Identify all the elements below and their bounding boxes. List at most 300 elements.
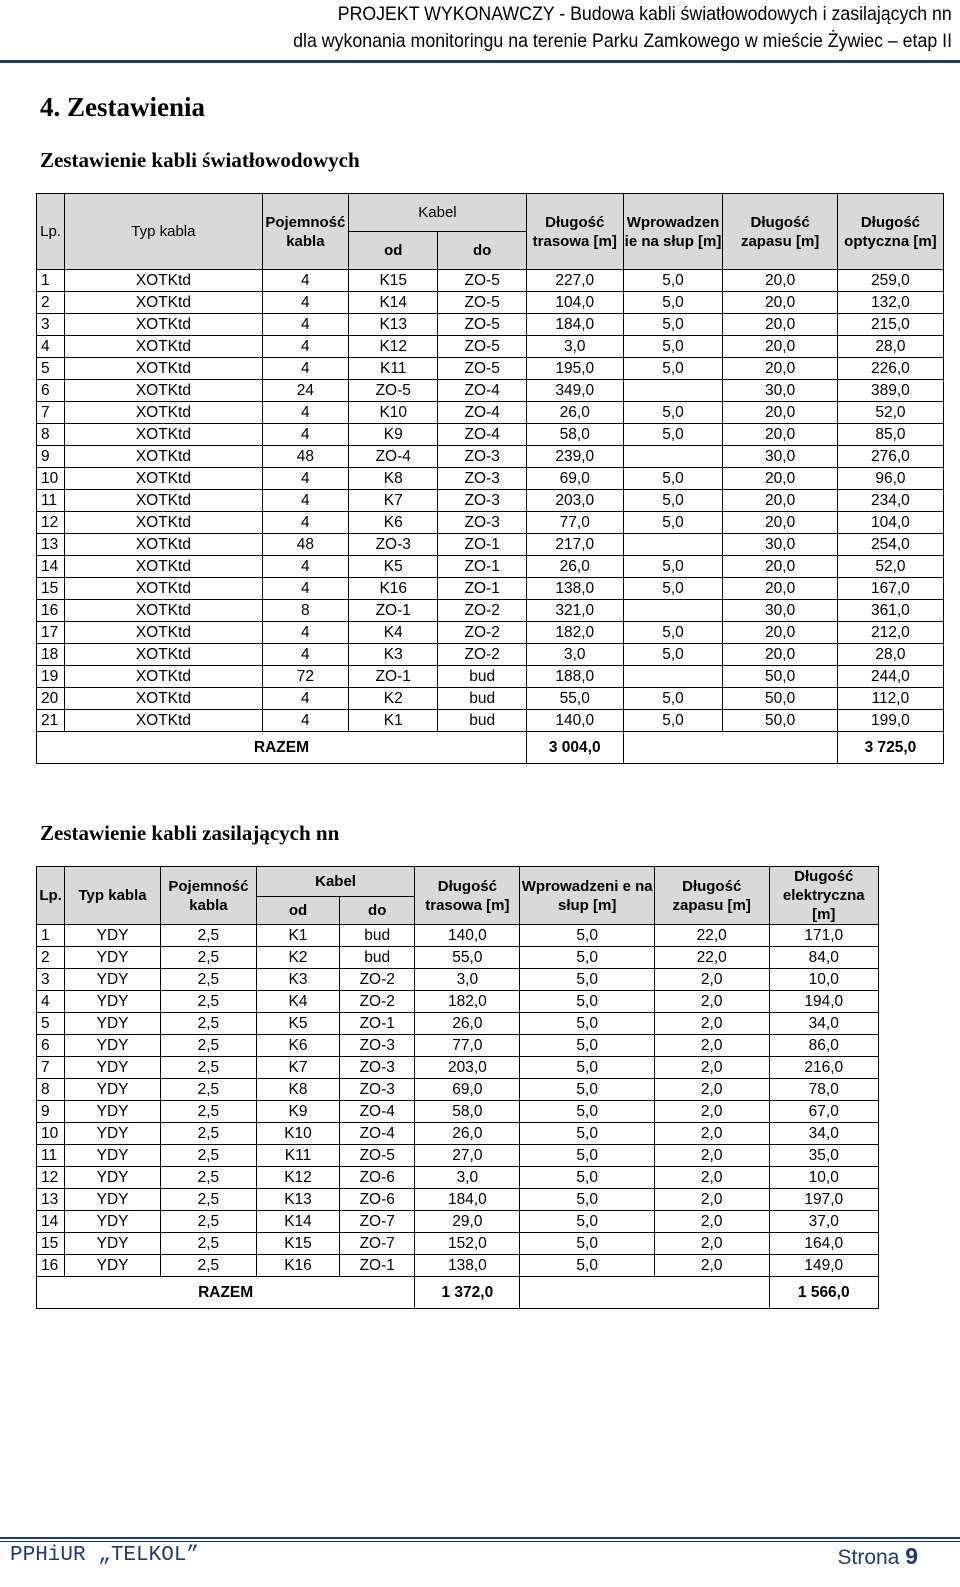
- table-cell: 20,0: [723, 644, 837, 666]
- table-row: [37, 490, 944, 512]
- table-cell: 13: [37, 1189, 65, 1211]
- table-row: [37, 1233, 879, 1255]
- table-cell: 77,0: [415, 1035, 520, 1057]
- table-cell: 5,0: [623, 644, 723, 666]
- table-cell: 2,0: [654, 1079, 769, 1101]
- table-row: [37, 666, 944, 688]
- table-cell: 20,0: [723, 336, 837, 358]
- table-cell: XOTKtd: [65, 556, 263, 578]
- table-cell: ZO-5: [340, 1145, 415, 1167]
- col-header-total: Długość optyczna [m]: [837, 194, 943, 270]
- table-cell: 4: [262, 644, 348, 666]
- col-header-type: Typ kabla: [65, 194, 263, 270]
- table-cell: K14: [256, 1211, 339, 1233]
- table-cell: ZO-5: [438, 292, 526, 314]
- table-cell: 2,0: [654, 1233, 769, 1255]
- table-cell: XOTKtd: [65, 468, 263, 490]
- table-row: [37, 1145, 879, 1167]
- footer-divider: [0, 1537, 960, 1539]
- total-empty-cell: [623, 732, 837, 764]
- table-cell: 5,0: [520, 1189, 654, 1211]
- table-cell: 2,5: [160, 1123, 256, 1145]
- table-cell: 244,0: [837, 666, 943, 688]
- table-cell: ZO-4: [438, 402, 526, 424]
- table-cell: 22,0: [654, 947, 769, 969]
- table-cell: ZO-2: [438, 644, 526, 666]
- table-row: [37, 600, 944, 622]
- table-cell: 55,0: [526, 688, 623, 710]
- table-cell: 4: [262, 358, 348, 380]
- table-cell: 2,5: [160, 1035, 256, 1057]
- table-cell: 5,0: [520, 969, 654, 991]
- table-cell: ZO-4: [438, 380, 526, 402]
- table-cell: YDY: [65, 1189, 161, 1211]
- col-header-cable: Kabel: [256, 867, 414, 897]
- table-row: [37, 925, 879, 947]
- table-cell: 26,0: [526, 402, 623, 424]
- table-row: [37, 947, 879, 969]
- table-cell: 2,5: [160, 969, 256, 991]
- table-cell: K10: [256, 1123, 339, 1145]
- table-cell: 184,0: [415, 1189, 520, 1211]
- table-cell: YDY: [65, 1211, 161, 1233]
- table-cell: K4: [349, 622, 438, 644]
- table-row: [37, 270, 944, 292]
- table-cell: ZO-2: [340, 991, 415, 1013]
- col-header-pole: Wprowadzen ie na słup [m]: [623, 194, 723, 270]
- header-project-title: PROJEKT WYKONAWCZY - Budowa kabli światłowodowych i zasilających nn: [337, 3, 952, 25]
- table-cell: K4: [256, 991, 339, 1013]
- table-cell: K7: [256, 1057, 339, 1079]
- table-cell: 69,0: [526, 468, 623, 490]
- total-route-length: 1 372,0: [415, 1277, 520, 1309]
- table-row: [37, 468, 944, 490]
- table-cell: YDY: [65, 1123, 161, 1145]
- table-cell: 203,0: [526, 490, 623, 512]
- table-cell: 5: [37, 1013, 65, 1035]
- table-cell: 2,5: [160, 1101, 256, 1123]
- table-cell: 2,0: [654, 1189, 769, 1211]
- table-cell: 5,0: [520, 947, 654, 969]
- header-divider: [0, 62, 960, 63]
- table-cell: ZO-1: [438, 556, 526, 578]
- header-project-subtitle: dla wykonania monitoringu na terenie Parku Zamkowego w mieście Żywiec – etap II: [293, 30, 952, 52]
- total-label: RAZEM: [37, 732, 527, 764]
- table-row: [37, 644, 944, 666]
- table-cell: 8: [37, 1079, 65, 1101]
- table-cell: 20,0: [723, 292, 837, 314]
- table-cell: 37,0: [769, 1211, 878, 1233]
- table-cell: 2,0: [654, 1101, 769, 1123]
- table-cell: 48: [262, 446, 348, 468]
- table-cell: K11: [349, 358, 438, 380]
- table-cell: [623, 600, 723, 622]
- table-cell: 26,0: [415, 1013, 520, 1035]
- table-row: [37, 534, 944, 556]
- table-row: [37, 1123, 879, 1145]
- table-cell: 138,0: [415, 1255, 520, 1277]
- table-cell: K9: [256, 1101, 339, 1123]
- table-cell: 5,0: [623, 358, 723, 380]
- table-cell: 5,0: [623, 622, 723, 644]
- table-cell: 96,0: [837, 468, 943, 490]
- table-cell: YDY: [65, 1167, 161, 1189]
- table-cell: 2,0: [654, 1035, 769, 1057]
- table-cell: 5: [37, 358, 65, 380]
- table-cell: 27,0: [415, 1145, 520, 1167]
- table-cell: 15: [37, 1233, 65, 1255]
- table-cell: 12: [37, 1167, 65, 1189]
- table-cell: K13: [349, 314, 438, 336]
- table-cell: 215,0: [837, 314, 943, 336]
- table-cell: K13: [256, 1189, 339, 1211]
- col-header-to: do: [340, 896, 415, 924]
- section-title: 4. Zestawienia: [40, 92, 205, 122]
- col-header-capacity: Pojemność kabla: [262, 194, 348, 270]
- table-cell: 4: [262, 578, 348, 600]
- table-cell: 2,0: [654, 969, 769, 991]
- table-row: [37, 1035, 879, 1057]
- table-cell: ZO-4: [438, 424, 526, 446]
- table-cell: XOTKtd: [65, 490, 263, 512]
- col-header-lp: Lp.: [37, 867, 65, 925]
- power-table-body: [37, 925, 879, 1309]
- table-cell: 239,0: [526, 446, 623, 468]
- footer-page: [837, 1543, 918, 1570]
- table-cell: YDY: [65, 925, 161, 947]
- table-cell: ZO-1: [349, 666, 438, 688]
- table-cell: 4: [262, 402, 348, 424]
- table-cell: ZO-3: [340, 1035, 415, 1057]
- table-cell: 14: [37, 1211, 65, 1233]
- table-cell: K1: [349, 710, 438, 732]
- col-header-reserve: Długość zapasu [m]: [723, 194, 837, 270]
- table-cell: K9: [349, 424, 438, 446]
- table-row: [37, 556, 944, 578]
- table-cell: ZO-4: [340, 1123, 415, 1145]
- table-cell: 140,0: [415, 925, 520, 947]
- total-empty-cell: [520, 1277, 769, 1309]
- table-cell: 50,0: [723, 666, 837, 688]
- table-cell: 29,0: [415, 1211, 520, 1233]
- table-cell: ZO-4: [340, 1101, 415, 1123]
- table-cell: 104,0: [837, 512, 943, 534]
- table-cell: XOTKtd: [65, 380, 263, 402]
- table-cell: 5,0: [520, 1167, 654, 1189]
- table-cell: ZO-5: [438, 336, 526, 358]
- table-cell: 21: [37, 710, 65, 732]
- table-cell: bud: [340, 925, 415, 947]
- table-cell: 2,5: [160, 1189, 256, 1211]
- table-cell: 195,0: [526, 358, 623, 380]
- table-cell: 149,0: [769, 1255, 878, 1277]
- table-cell: 3,0: [526, 336, 623, 358]
- table-cell: 10,0: [769, 969, 878, 991]
- table-cell: 2,5: [160, 925, 256, 947]
- table-cell: 20,0: [723, 490, 837, 512]
- table-row: [37, 292, 944, 314]
- table-cell: ZO-5: [438, 314, 526, 336]
- table-cell: ZO-2: [438, 622, 526, 644]
- table-cell: 138,0: [526, 578, 623, 600]
- table-cell: K8: [349, 468, 438, 490]
- table-cell: 2,0: [654, 1057, 769, 1079]
- table-cell: XOTKtd: [65, 710, 263, 732]
- table-cell: bud: [340, 947, 415, 969]
- table-cell: 8: [37, 424, 65, 446]
- table-cell: 3,0: [526, 644, 623, 666]
- table-cell: 50,0: [723, 688, 837, 710]
- table-cell: 199,0: [837, 710, 943, 732]
- table-cell: 10: [37, 468, 65, 490]
- table-cell: 58,0: [526, 424, 623, 446]
- table-row: [37, 1079, 879, 1101]
- table-cell: 12: [37, 512, 65, 534]
- table-cell: 15: [37, 578, 65, 600]
- table-cell: 14: [37, 556, 65, 578]
- table-cell: 4: [262, 688, 348, 710]
- table-cell: 217,0: [526, 534, 623, 556]
- table-cell: YDY: [65, 1057, 161, 1079]
- table-cell: YDY: [65, 1145, 161, 1167]
- table-row: [37, 1189, 879, 1211]
- table-cell: 4: [262, 468, 348, 490]
- table-cell: 28,0: [837, 336, 943, 358]
- table-cell: [623, 446, 723, 468]
- table-cell: 4: [262, 490, 348, 512]
- table-cell: 2: [37, 947, 65, 969]
- table-cell: 361,0: [837, 600, 943, 622]
- table-row: [37, 1057, 879, 1079]
- table-cell: 2,5: [160, 1079, 256, 1101]
- table-cell: 2,0: [654, 1123, 769, 1145]
- col-header-route: Długość trasowa [m]: [415, 867, 520, 925]
- table-cell: 11: [37, 1145, 65, 1167]
- table-row: [37, 1101, 879, 1123]
- table-cell: K6: [349, 512, 438, 534]
- table-cell: 4: [37, 336, 65, 358]
- table-cell: K15: [256, 1233, 339, 1255]
- table-cell: 67,0: [769, 1101, 878, 1123]
- total-row: [37, 732, 944, 764]
- table-cell: 2,0: [654, 1013, 769, 1035]
- table-row: [37, 402, 944, 424]
- table-cell: 35,0: [769, 1145, 878, 1167]
- table-cell: 4: [262, 336, 348, 358]
- table-cell: K15: [349, 270, 438, 292]
- table-cell: K16: [256, 1255, 339, 1277]
- footer-divider-thin: [0, 1541, 960, 1542]
- table-cell: 30,0: [723, 446, 837, 468]
- table-cell: 6: [37, 380, 65, 402]
- table-cell: XOTKtd: [65, 600, 263, 622]
- table-cell: 2,0: [654, 1167, 769, 1189]
- footer-page-number: 9: [905, 1543, 918, 1569]
- table-cell: 4: [262, 622, 348, 644]
- table-cell: 5,0: [520, 1079, 654, 1101]
- table-row: [37, 424, 944, 446]
- table-cell: XOTKtd: [65, 358, 263, 380]
- table-cell: 19: [37, 666, 65, 688]
- table-cell: 52,0: [837, 402, 943, 424]
- table-cell: bud: [438, 710, 526, 732]
- table-cell: 3: [37, 314, 65, 336]
- table-cell: 5,0: [520, 1013, 654, 1035]
- table-cell: XOTKtd: [65, 578, 263, 600]
- table-cell: 30,0: [723, 534, 837, 556]
- table-row: [37, 578, 944, 600]
- table-cell: 5,0: [520, 1233, 654, 1255]
- table-row: [37, 1167, 879, 1189]
- table-cell: 3,0: [415, 1167, 520, 1189]
- table-cell: ZO-3: [349, 534, 438, 556]
- table-cell: K3: [256, 969, 339, 991]
- table-cell: 20,0: [723, 622, 837, 644]
- table-cell: XOTKtd: [65, 314, 263, 336]
- table-cell: K1: [256, 925, 339, 947]
- table-cell: 5,0: [623, 292, 723, 314]
- table-cell: K5: [349, 556, 438, 578]
- table-cell: 2,0: [654, 1255, 769, 1277]
- table-cell: K5: [256, 1013, 339, 1035]
- table-cell: 10,0: [769, 1167, 878, 1189]
- table-cell: 85,0: [837, 424, 943, 446]
- table-cell: ZO-4: [349, 446, 438, 468]
- table-cell: 5,0: [520, 991, 654, 1013]
- table-cell: XOTKtd: [65, 512, 263, 534]
- table-cell: 20,0: [723, 358, 837, 380]
- table-cell: 2,5: [160, 1057, 256, 1079]
- table-cell: 2,0: [654, 1211, 769, 1233]
- table-cell: 5,0: [623, 402, 723, 424]
- table-cell: ZO-7: [340, 1233, 415, 1255]
- col-header-to: do: [438, 232, 526, 270]
- fiber-table-body: [37, 270, 944, 764]
- table-cell: XOTKtd: [65, 270, 263, 292]
- table-cell: 5,0: [520, 925, 654, 947]
- table-cell: ZO-2: [438, 600, 526, 622]
- table-cell: 5,0: [623, 314, 723, 336]
- table-cell: [623, 380, 723, 402]
- table-row: [37, 710, 944, 732]
- table-cell: 20: [37, 688, 65, 710]
- table-row: [37, 969, 879, 991]
- table-cell: 5,0: [520, 1145, 654, 1167]
- table-row: [37, 314, 944, 336]
- table-cell: 7: [37, 1057, 65, 1079]
- col-header-lp: Lp.: [37, 194, 65, 270]
- table-cell: 5,0: [520, 1101, 654, 1123]
- table-cell: K2: [256, 947, 339, 969]
- table-cell: 182,0: [526, 622, 623, 644]
- table-cell: 20,0: [723, 270, 837, 292]
- table-cell: bud: [438, 688, 526, 710]
- table-cell: 20,0: [723, 402, 837, 424]
- table-cell: YDY: [65, 969, 161, 991]
- table-cell: 17: [37, 622, 65, 644]
- table-cell: 389,0: [837, 380, 943, 402]
- table-cell: 167,0: [837, 578, 943, 600]
- table-cell: YDY: [65, 1079, 161, 1101]
- table-cell: 349,0: [526, 380, 623, 402]
- table-cell: 5,0: [623, 578, 723, 600]
- table-cell: 164,0: [769, 1233, 878, 1255]
- table-row: [37, 512, 944, 534]
- table-cell: ZO-3: [438, 512, 526, 534]
- table-cell: XOTKtd: [65, 402, 263, 424]
- table-cell: 104,0: [526, 292, 623, 314]
- table-cell: 2,5: [160, 1233, 256, 1255]
- table-cell: ZO-3: [340, 1079, 415, 1101]
- power-cables-table: [36, 866, 879, 1309]
- table-row: [37, 991, 879, 1013]
- table-cell: 2,5: [160, 1145, 256, 1167]
- table-cell: 2,5: [160, 947, 256, 969]
- table-cell: 86,0: [769, 1035, 878, 1057]
- table-cell: K11: [256, 1145, 339, 1167]
- table-cell: 254,0: [837, 534, 943, 556]
- total-row: [37, 1277, 879, 1309]
- table-cell: XOTKtd: [65, 424, 263, 446]
- table-cell: 194,0: [769, 991, 878, 1013]
- table-cell: 11: [37, 490, 65, 512]
- table-cell: XOTKtd: [65, 644, 263, 666]
- table-cell: 197,0: [769, 1189, 878, 1211]
- table-cell: 234,0: [837, 490, 943, 512]
- fiber-cables-table: [36, 193, 944, 764]
- table-cell: 26,0: [415, 1123, 520, 1145]
- table-cell: ZO-3: [438, 446, 526, 468]
- table-cell: 20,0: [723, 468, 837, 490]
- table-cell: XOTKtd: [65, 666, 263, 688]
- table-cell: 4: [262, 270, 348, 292]
- table-cell: 4: [262, 512, 348, 534]
- table-cell: 2,5: [160, 1167, 256, 1189]
- total-sum-length: 1 566,0: [769, 1277, 878, 1309]
- total-sum-length: 3 725,0: [837, 732, 943, 764]
- table-cell: ZO-3: [340, 1057, 415, 1079]
- table-cell: K2: [349, 688, 438, 710]
- table-cell: 4: [262, 710, 348, 732]
- table-cell: 52,0: [837, 556, 943, 578]
- table-cell: 6: [37, 1035, 65, 1057]
- table-cell: ZO-1: [340, 1255, 415, 1277]
- table-cell: 24: [262, 380, 348, 402]
- table-cell: 5,0: [520, 1057, 654, 1079]
- table-cell: K12: [256, 1167, 339, 1189]
- table-cell: [623, 534, 723, 556]
- table-cell: 5,0: [520, 1123, 654, 1145]
- col-header-from: od: [349, 232, 438, 270]
- table-cell: 5,0: [623, 710, 723, 732]
- table-cell: 7: [37, 402, 65, 424]
- table-cell: 184,0: [526, 314, 623, 336]
- table-cell: 2,0: [654, 991, 769, 1013]
- table-cell: 171,0: [769, 925, 878, 947]
- table-cell: 2,5: [160, 1013, 256, 1035]
- table-cell: 4: [37, 991, 65, 1013]
- table-cell: 5,0: [520, 1035, 654, 1057]
- table-cell: ZO-7: [340, 1211, 415, 1233]
- table-row: [37, 622, 944, 644]
- table-cell: 9: [37, 1101, 65, 1123]
- col-header-reserve: Długość zapasu [m]: [654, 867, 769, 925]
- table-cell: 5,0: [520, 1211, 654, 1233]
- table-cell: YDY: [65, 1101, 161, 1123]
- table-cell: 18: [37, 644, 65, 666]
- footer-company: PPHiUR „TELKOL”: [10, 1544, 200, 1567]
- table-cell: ZO-2: [340, 969, 415, 991]
